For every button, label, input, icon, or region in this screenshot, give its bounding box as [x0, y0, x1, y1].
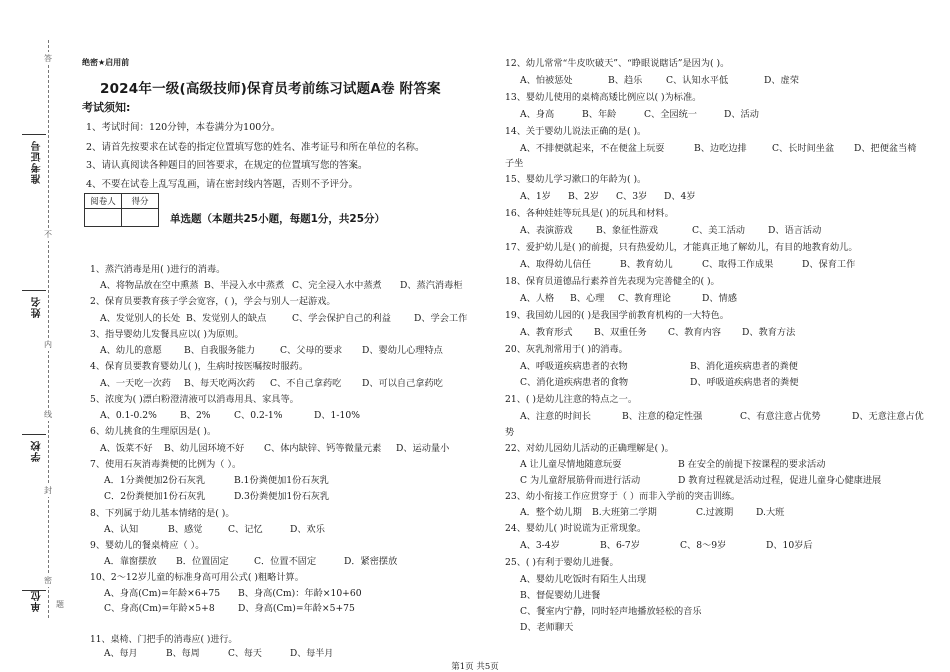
question-options: [520, 361, 798, 373]
option[interactable]: C、每天: [228, 649, 262, 659]
option[interactable]: A、注意的时间长: [520, 411, 591, 422]
option[interactable]: B、边吃边排: [694, 143, 747, 154]
option[interactable]: A、呼吸道疾病患者的衣物: [520, 361, 628, 372]
option[interactable]: B、2岁: [568, 191, 599, 202]
grader-header: 阅卷人: [85, 194, 122, 209]
option[interactable]: B、发觉别人的缺点: [186, 312, 267, 324]
option[interactable]: B、心理: [570, 293, 605, 304]
option[interactable]: B、每天吃两次药: [184, 377, 256, 389]
page-footer: 第1页 共5页: [451, 662, 499, 672]
option[interactable]: D、每半月: [290, 649, 334, 659]
option[interactable]: B.大班第二学期: [592, 507, 657, 518]
option-continuation: 势: [505, 427, 515, 438]
school-field[interactable]: [22, 420, 46, 435]
option[interactable]: B、督促婴幼儿进餐: [520, 590, 601, 601]
option[interactable]: C、8～9岁: [680, 540, 727, 551]
question-stem: 1、蒸汽消毒是用( )进行的消毒。: [90, 264, 226, 275]
option[interactable]: A、不排便就起来，不在便盆上玩耍: [520, 143, 665, 154]
question-stem: 20、灰乳剂常用于( )的消毒。: [505, 344, 628, 355]
option[interactable]: D、4岁: [664, 191, 696, 202]
option[interactable]: D、欢乐: [290, 523, 325, 535]
option[interactable]: A、怕被惩处: [520, 75, 573, 86]
notice-item: 4、不要在试卷上乱写乱画，请在密封线内答题，否则不予评分。: [86, 179, 359, 190]
option[interactable]: B、感觉: [168, 523, 203, 535]
option[interactable]: C 为儿童舒展筋骨而进行活动: [520, 475, 641, 486]
question-options: [520, 377, 798, 389]
option[interactable]: B、教育幼儿: [620, 259, 673, 270]
question-options: [520, 109, 759, 121]
option[interactable]: C、长时间坐盆: [772, 143, 835, 154]
option[interactable]: D、虚荣: [764, 75, 799, 86]
option[interactable]: C．2份粪便加1份石灰乳: [104, 491, 206, 503]
notice-item: 2、请首先按要求在试卷的指定位置填写您的姓名、准考证号和所在单位的名称。: [86, 142, 425, 153]
option[interactable]: B、年龄: [582, 109, 617, 120]
option[interactable]: B、半浸入水中蒸煮: [204, 280, 285, 292]
seal-char: 线: [44, 410, 52, 419]
option[interactable]: A、婴幼儿吃饭时有陌生人出现: [520, 574, 647, 585]
question-options: [100, 345, 443, 357]
option[interactable]: D、运动量小: [396, 442, 450, 454]
option[interactable]: B、身高(Cm)：年龄×10+60: [238, 587, 362, 599]
option[interactable]: B、趋乐: [608, 75, 643, 86]
option[interactable]: B、2%: [180, 410, 211, 422]
option[interactable]: C、取得工作成果: [702, 259, 774, 270]
name-field[interactable]: [22, 276, 46, 291]
question-stem: 25、( )有利于婴幼儿进餐。: [505, 557, 619, 568]
option[interactable]: D、身高(Cm)=年龄×5+75: [238, 603, 355, 615]
question-options: [520, 475, 881, 487]
question-stem: 11、桌椅、门把手的消毒应( )进行。: [90, 635, 238, 645]
option[interactable]: D、教育方法: [742, 327, 796, 338]
seal-char: 不: [44, 230, 52, 239]
option[interactable]: C、教育内容: [668, 327, 721, 338]
notice-item: 1、考试时间：120分钟，本卷满分为100分。: [86, 122, 281, 133]
option[interactable]: A、3-4岁: [520, 540, 560, 551]
option[interactable]: B、6-7岁: [600, 540, 640, 551]
question-options: [104, 588, 362, 600]
question-options: [100, 280, 463, 292]
option[interactable]: D、老师聊天: [520, 622, 574, 633]
question-options: [520, 259, 855, 271]
option[interactable]: A 让儿童尽情地随意玩耍: [520, 459, 622, 470]
page-title: 2024年一级(高级技师)保育员考前练习试题A卷 附答案: [100, 81, 441, 97]
option[interactable]: A、发觉别人的长处: [100, 312, 181, 324]
question-options: [520, 225, 821, 237]
option[interactable]: C、教育理论: [618, 293, 671, 304]
option[interactable]: D、无意注意占优: [852, 411, 924, 422]
notice-item: 3、请认真阅读各种题目的回答要求，在规定的位置填写您的答案。: [86, 160, 368, 171]
question-options: [100, 313, 467, 325]
question-stem: 9、婴幼儿的餐桌椅应（ ）。: [90, 539, 205, 551]
question-options: [520, 327, 795, 339]
option[interactable]: D、情感: [702, 293, 737, 304]
option[interactable]: D、保育工作: [802, 259, 856, 270]
option[interactable]: C、消化道疾病患者的食物: [520, 377, 629, 388]
option[interactable]: B 在安全的前提下按课程的要求活动: [678, 459, 826, 470]
option[interactable]: B、自我服务能力: [184, 345, 256, 357]
option[interactable]: D 教育过程就是活动过程，促进儿童身心健康进展: [678, 475, 882, 486]
option[interactable]: A、人格: [520, 293, 555, 304]
option[interactable]: C、有意注意占优势: [740, 411, 821, 422]
option[interactable]: A、将物品放在空中熏蒸: [100, 280, 199, 292]
option[interactable]: D、10岁后: [766, 540, 813, 551]
question-options: [104, 475, 329, 487]
option[interactable]: D、呼吸道疾病患者的粪便: [690, 377, 799, 388]
option[interactable]: D、婴幼儿心理特点: [362, 345, 443, 357]
option[interactable]: C、不自己拿药吃: [270, 377, 342, 389]
question-options: [520, 75, 799, 87]
option[interactable]: D、1-10%: [314, 410, 360, 422]
option[interactable]: B、注意的稳定性强: [622, 411, 703, 422]
question-options: [100, 410, 360, 422]
option[interactable]: C、记忆: [228, 523, 263, 535]
option[interactable]: C、餐室内宁静，同时轻声地播放轻松的音乐: [520, 606, 702, 617]
seal-line: [48, 40, 49, 618]
option[interactable]: B、象征性游戏: [596, 225, 658, 236]
option[interactable]: D．紧密摆放: [344, 556, 398, 568]
question-stem: 17、爱护幼儿是( )的前提，只有热爱幼儿，才能真正地了解幼儿，有目的地教育幼儿。: [505, 242, 858, 253]
question-options: [520, 411, 924, 423]
question-options: [100, 443, 449, 455]
option[interactable]: D、蒸汽消毒柜: [400, 280, 463, 292]
option[interactable]: B.1份粪便加1份石灰乳: [234, 475, 329, 487]
option[interactable]: B、每周: [166, 649, 200, 659]
seal-char: 内: [44, 340, 52, 349]
exam-number-field[interactable]: [22, 120, 46, 135]
option[interactable]: C、0.2-1%: [234, 410, 283, 422]
grader-cell[interactable]: [85, 209, 122, 227]
gate-char: 题: [56, 600, 64, 609]
question-stem: 10、2～12岁儿童的标准身高可用公式( )粗略计算。: [90, 572, 304, 584]
question-stem: 16、各种娃娃等玩具是( )的玩具和材料。: [505, 208, 674, 219]
option[interactable]: B．位置固定: [176, 556, 229, 568]
question-stem: 24、婴幼儿( )时说谎为正常现象。: [505, 523, 647, 534]
option[interactable]: A．1分粪便加2份石灰乳: [104, 475, 206, 487]
option[interactable]: A、饭菜不好: [100, 442, 153, 454]
option[interactable]: A．整个幼儿期: [520, 507, 582, 518]
option[interactable]: B、消化道疾病患者的粪便: [690, 361, 798, 372]
question-options: [520, 293, 737, 305]
option[interactable]: A、表演游戏: [520, 225, 573, 236]
question-options: [104, 556, 397, 568]
option[interactable]: D.3份粪便加1份石灰乳: [234, 491, 330, 503]
option[interactable]: A、每月: [104, 649, 138, 659]
option[interactable]: C．位置不固定: [254, 556, 317, 568]
option[interactable]: A、教育形式: [520, 327, 573, 338]
unit-field[interactable]: [22, 576, 46, 591]
school-label: 学校: [32, 440, 43, 462]
option[interactable]: A、认知: [104, 523, 139, 535]
question-stem: 14、关于婴幼儿说法正确的是( )。: [505, 126, 647, 137]
question-stem: 3、指导婴幼儿发餐具应以( )为原则。: [90, 328, 244, 340]
question-options: [104, 524, 325, 536]
option[interactable]: A、取得幼儿信任: [520, 259, 591, 270]
option[interactable]: D、活动: [724, 109, 759, 120]
notice-heading: 考试须知:: [82, 101, 131, 114]
question-stem: 12、幼儿常常“牛皮吹破天”、“睁眼说瞎话”是因为( )。: [505, 58, 730, 69]
option[interactable]: C、3岁: [616, 191, 648, 202]
score-table: [84, 193, 159, 227]
question-stem: 2、保育员要教育孩子学会宽容，( )，学会与别人一起游戏。: [90, 296, 336, 308]
question-options: [520, 540, 813, 552]
question-stem: 5、浓度为( )漂白粉澄清液可以消毒用具、家具等。: [90, 393, 299, 405]
seal-char: 密: [44, 576, 52, 585]
option[interactable]: D、可以自己拿药吃: [362, 377, 443, 389]
question-options: [520, 507, 784, 519]
option[interactable]: C、身高(Cm)=年龄×5+8: [104, 603, 215, 615]
option[interactable]: B、幼儿园环境不好: [164, 442, 245, 454]
option[interactable]: D、学会工作: [414, 312, 468, 324]
option[interactable]: C、父母的要求: [280, 345, 343, 357]
question-stem: 23、幼小衔接工作应贯穿于（ ）而非入学前的突击训练。: [505, 491, 741, 502]
option[interactable]: A、0.1-0.2%: [100, 410, 157, 422]
question-stem: 8、下列属于幼儿基本情绪的是( )。: [90, 507, 235, 519]
option-continuation: 子坐: [505, 158, 524, 169]
question-stem: 18、保育员道德品行素养首先表现为完善健全的( )。: [505, 276, 720, 287]
question-options: [520, 191, 696, 203]
option[interactable]: C、体内缺锌、钙等微量元素: [264, 442, 382, 454]
option[interactable]: C、学会保护自己的利益: [292, 312, 391, 324]
question-stem: 19、我国幼儿园的( )是我国学前教育机构的一大特色。: [505, 310, 729, 321]
score-header: 得分: [122, 194, 159, 209]
question-stem: 21、( )是幼儿注意的特点之一。: [505, 394, 638, 405]
question-stem: 6、幼儿挑食的生理原因是( )。: [90, 426, 217, 438]
option[interactable]: C、全园统一: [644, 109, 697, 120]
question-stem: 7、使用石灰消毒粪便的比例为（ ）。: [90, 458, 242, 470]
option[interactable]: C.过渡期: [696, 507, 734, 518]
option[interactable]: A、一天吃一次药: [100, 377, 171, 389]
question-stem: 22、对幼儿园幼儿活动的正确理解是( )。: [505, 443, 674, 454]
unit-label: 单位: [32, 590, 43, 612]
option[interactable]: A、幼儿的意愿: [100, 345, 162, 357]
option[interactable]: C、认知水平低: [666, 75, 729, 86]
exam-number-label: 准考证号: [32, 140, 43, 184]
secret-mark: 绝密★启用前: [82, 58, 130, 67]
question-options: [520, 459, 825, 471]
question-stem: 4、保育员要教育婴幼儿( )，生病时按医嘱按时服药。: [90, 361, 309, 373]
question-stem: 15、婴幼儿学习漱口的年龄为( )。: [505, 174, 647, 185]
score-cell[interactable]: [122, 209, 159, 227]
option[interactable]: D、把便盆当椅: [854, 143, 917, 154]
option[interactable]: B、双重任务: [594, 327, 647, 338]
question-options: [100, 378, 443, 390]
option[interactable]: A．靠窗摆放: [104, 556, 157, 568]
option[interactable]: D、语言活动: [768, 225, 822, 236]
option[interactable]: C、美工活动: [692, 225, 745, 236]
option[interactable]: D.大班: [756, 507, 785, 518]
seal-char: 封: [44, 486, 52, 495]
question-options: [104, 648, 333, 660]
seal-char: 答: [44, 54, 52, 63]
question-options: [104, 603, 355, 615]
section-heading: 单选题（本题共25小题，每题1分，共25分）: [170, 213, 386, 225]
option[interactable]: C、完全浸入水中蒸煮: [292, 280, 382, 292]
question-options: [520, 143, 917, 155]
question-options: [104, 491, 329, 503]
option[interactable]: A、身高: [520, 109, 555, 120]
binding-margin: [0, 0, 70, 671]
option[interactable]: A、身高(Cm)=年龄×6+75: [104, 587, 221, 599]
name-label: 姓名: [32, 296, 43, 318]
option[interactable]: A、1岁: [520, 191, 551, 202]
question-stem: 13、婴幼儿使用的桌椅高矮比例应以( )为标准。: [505, 92, 702, 103]
